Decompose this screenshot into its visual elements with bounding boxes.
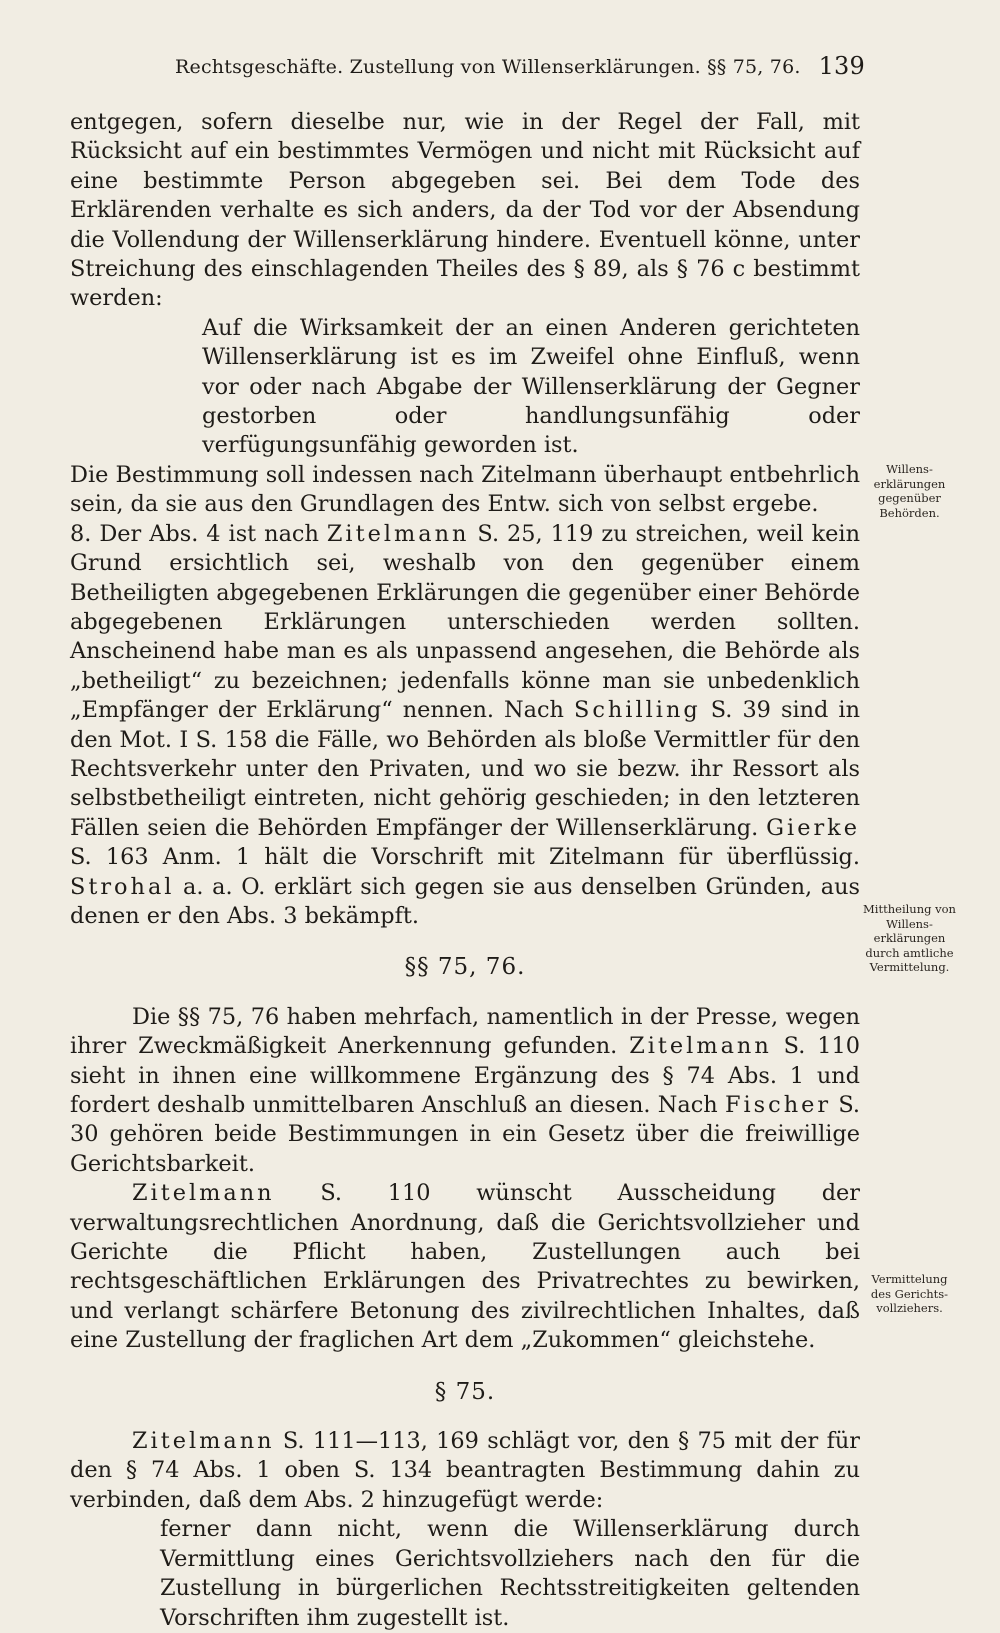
paragraph [70,1003,860,1179]
margin-note: Vermittelung des Gerichts-vollziehers. [870,1272,949,1315]
paragraph: entgegen, sofern dieselbe nur, wie in der Regel der Fall, mit Rücksicht auf ein bestimmtes Vermögen und nicht mit Rücksicht auf eine bestimmte Person abgegeben sei. Bei dem Tode des Erklärenden verhalte es sich anders, da der Tod vor der Absendung die Vollendung der Willenserklärung hindere. Eventuell könne, unter Streichung des einschlagenden Theiles des § 89, als § 76 c bestimmt werden: [70,109,860,312]
author-name: Fischer [724,1092,832,1118]
margin-note: Mittheilung von Willens-erklärungen durch amtliche Vermittelung. [863,902,956,974]
text-run: S. 25, 119 zu streichen, weil kein Grund ersichtlich sei, weshalb von den gegenüber einem Betheiligten abgegebenen Erklärungen die gegenüber einer Behörde abgegebenen Erklärungen unterschieden werden sollten. Anscheinend habe man es als unpassend angesehen, die Behörde als „betheiligt“ zu bezeichnen; jedenfalls könne man sie unbedenklich „Empfänger der Erklärung“ nennen. Nach [70,520,860,724]
margin-note: Willens-erklärungen gegenüber Behörden. [873,462,946,520]
paragraph: Die Bestimmung soll indessen nach Zitelmann überhaupt entbehrlich sein, da sie aus den Grundlagen des Entw. sich von selbst ergebe. [70,461,860,518]
text-run: S. 30 gehören beide Bestimmungen in ein Gesetz über die freiwillige Gerichtsbarkeit. [70,1092,861,1177]
text-run: 8. Der Abs. 4 ist nach [70,520,327,547]
author-name: Schilling [574,697,701,724]
page-number: 139 [818,52,865,80]
running-header [175,50,865,84]
quoted-proposal: Auf die Wirksamkeit der an einen Anderen gerichteten Willenserklärung ist es im Zweifel ohne Einfluß, wenn vor oder nach Abgabe der Willenserklärung der Gegner gestorben oder handlungsunfähig oder verfügungsunfähig geworden ist. [202,314,860,459]
text-run: a. a. O. erklärt sich gegen sie aus denselben Gründen, aus denen er den Abs. 3 bekämpft. [70,873,860,929]
text-run: S. 163 Anm. 1 hält die Vorschrift mit Zitelmann für überflüssig. [70,844,860,871]
quoted-proposal: ferner dann nicht, wenn die Willenserklärung durch Vermittlung eines Gerichtsvollziehers nach den für die Zustellung in bürgerlichen Rechtsstreitigkeiten geltenden Vorschriften ihm zugestellt ist. [160,1516,860,1631]
header-title: Rechtsgeschäfte. Zustellung von Willenserklärungen. §§ 75, 76. [175,56,801,78]
text-run: S. 39 sind in den Mot. I S. 158 die Fälle, wo Behörden als bloße Vermittler für den Rechtsverkehr unter den Privaten, und wo sie bezw. ihr Ressort als selbstbetheiligt eintreten, nicht gehörig geschieden; in den letzteren Fällen seien die Behörden Empfänger der Willenserklärung. [70,697,860,841]
paragraph [70,1427,860,1515]
paragraph [70,520,860,932]
author-name: Gierke [766,814,860,841]
body-text [70,108,860,1633]
text-run: S. 111—113, 169 schlägt vor, den § 75 mit der für den § 74 Abs. 1 oben S. 134 beantragten Bestimmung dahin zu verbinden, daß dem Abs. 2 hinzugefügt werde: [70,1428,860,1513]
author-name: Zitelmann [132,1428,275,1455]
author-name: Zitelmann [629,1033,772,1060]
text-run: S. 110 sieht in ihnen eine willkommene Ergänzung des § 74 Abs. 1 und fordert deshalb unmittelbaren Anschluß an diesen. Nach [70,1033,860,1118]
author-name: Zitelmann [132,1180,275,1207]
section-heading: §§ 75, 76. [404,954,526,981]
text-run: Die §§ 75, 76 haben mehrfach, namentlich in der Presse, wegen ihrer Zweckmäßigkeit Anerkennung gefunden. [70,1003,860,1060]
section-heading: § 75. [434,1378,496,1405]
paragraph [70,1179,860,1355]
text-run: S. 110 wünscht Ausscheidung der verwaltungsrechtlichen Anordnung, daß die Gerichtsvollzieher und Gerichte die Pflicht haben, Zustellungen auch bei rechtsgeschäftlichen Erklärungen des Privatrechtes zu bewirken, und verlangt schärfere Betonung des zivilrechtlichen Inhaltes, daß eine Zustellung der fraglichen Art dem „Zukommen“ gleichstehe. [70,1180,860,1354]
author-name: Strohal [70,873,175,900]
author-name: Zitelmann [326,520,470,547]
